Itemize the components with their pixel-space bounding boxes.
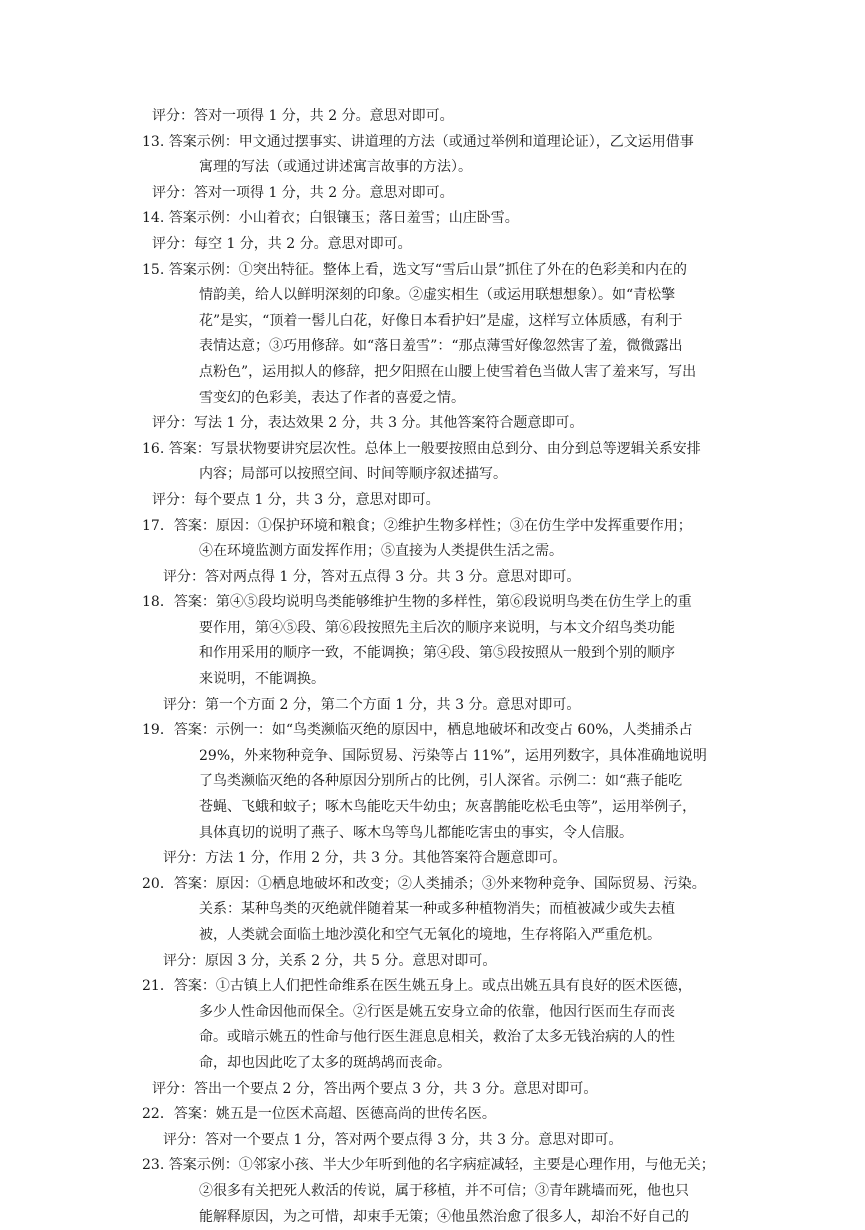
text-line: 内容；局部可以按照空间、时间等顺序叙述描写。	[199, 466, 507, 483]
text-line: 14. 答案示例：小山着衣；白银镶玉；落日羞雪；山庄卧雪。	[142, 210, 519, 227]
text-line: 雪变幻的色彩美，表达了作者的喜爱之情。	[199, 389, 465, 406]
text-line: ④在环境监测方面发挥作用；⑤直接为人类提供生活之需。	[199, 543, 563, 560]
text-line: 寓理的写法（或通过讲述寓言故事的方法）。	[199, 159, 472, 176]
text-line: 要作用，第④⑤段、第⑥段按照先主后次的顺序来说明，与本文介绍鸟类功能	[199, 619, 675, 636]
text-line: 评分：写法 1 分，表达效果 2 分，共 3 分。其他答案符合题意即可。	[152, 415, 584, 432]
text-line: ②很多有关把死人救活的传说，属于移植，并不可信；③青年跳墙而死，他也只	[199, 1182, 689, 1199]
text-line: 29%，外来物种竞争、国际贸易、污染等占 11%”，运用列数字，具体准确地说明	[199, 747, 707, 764]
text-line: 花”是实，“顶着一髻儿白花，好像日本看护妇”是虚，这样写立体质感，有利于	[199, 312, 683, 329]
text-line: 被，人类就会面临土地沙漠化和空气无氧化的境地，生存将陷入严重危机。	[199, 927, 661, 943]
text-line: 评分：第一个方面 2 分，第二个方面 1 分，共 3 分。意思对即可。	[163, 696, 581, 713]
text-line: 情韵美，给人以鲜明深刻的印象。②虚实相生（或运用联想想象）。如“青松擎	[199, 287, 676, 304]
text-line: 21．答案：①古镇上人们把性命维系在医生姚五身上。或点出姚五具有良好的医术医德，	[142, 978, 692, 995]
text-line: 13. 答案示例：甲文通过摆事实、讲道理的方法（或通过举例和道理论证），乙文运用借事	[142, 133, 694, 150]
text-line: 评分：答对一个要点 1 分，答对两个要点得 3 分，共 3 分。意思对即可。	[163, 1131, 623, 1148]
text-line: 评分：答对一项得 1 分，共 2 分。意思对即可。	[152, 108, 454, 124]
text-line: 命。或暗示姚五的性命与他行医生涯息息相关，救治了太多无钱治病的人的性	[199, 1029, 675, 1046]
text-line: 评分：原因 3 分，关系 2 分，共 5 分。意思对即可。	[163, 952, 497, 969]
answer-key-text	[0, 104, 865, 1230]
text-line: 15. 答案示例：①突出特征。整体上看，选文写“雪后山景”抓住了外在的色彩美和内在的	[142, 261, 688, 278]
text-line: 16. 答案：写景状物要讲究层次性。总体上一般要按照由总到分、由分到总等逻辑关系安排	[142, 440, 701, 457]
text-line: 评分：每个要点 1 分，共 3 分，意思对即可。	[152, 491, 440, 508]
text-line: 评分：每空 1 分，共 2 分。意思对即可。	[152, 235, 412, 252]
text-line: 和作用采用的顺序一致，不能调换；第④段、第⑤段按照从一般到个别的顺序	[199, 645, 675, 662]
text-line: 命，却也因此吃了太多的斑鸪鸪而丧命。	[199, 1054, 451, 1071]
text-line: 关系：某种鸟类的灭绝就伴随着某一种或多种植物消失；而植被减少或失去植	[199, 901, 675, 918]
text-line: 评分：答出一个要点 2 分，答出两个要点 3 分，共 3 分。意思对即可。	[152, 1080, 598, 1097]
text-line: 能解释原因，为之可惜，却束手无策；④他虽然治愈了很多人，却治不好自己的	[199, 1208, 689, 1225]
text-line: 多少人性命因他而保全。②行医是姚五安身立命的依靠，他因行医而生存而丧	[199, 1003, 675, 1020]
text-line: 表情达意；③巧用修辞。如“落日羞雪”：“那点薄雪好像忽然害了羞，微微露出	[199, 338, 683, 355]
text-line: 22．答案：姚五是一位医术高超、医德高尚的世传名医。	[142, 1106, 496, 1123]
text-line: 18．答案：第④⑤段均说明鸟类能够维护生物的多样性，第⑥段说明鸟类在仿生学上的重	[142, 594, 692, 611]
text-line: 评分：答对两点得 1 分，答对五点得 3 分。共 3 分。意思对即可。	[163, 568, 581, 585]
text-line: 点粉色”，运用拟人的修辞，把夕阳照在山腰上使雪着色当做人害了羞来写，写出	[199, 363, 697, 380]
text-line: 20．答案：原因：①栖息地破坏和改变；②人类捕杀；③外来物种竞争、国际贸易、污染。	[142, 875, 706, 892]
text-line: 具体真切的说明了燕子、啄木鸟等鸟儿都能吃害虫的事实，令人信服。	[199, 824, 633, 841]
text-line: 17．答案：原因：①保护环境和粮食；②维护生物多样性；③在仿生学中发挥重要作用；	[142, 517, 692, 534]
text-line: 评分：答对一项得 1 分，共 2 分。意思对即可。	[152, 184, 454, 201]
text-line: 23. 答案示例：①邻家小孩、半大少年听到他的名字病症减轻，主要是心理作用，与他无关；	[142, 1157, 715, 1174]
text-line: 来说明，不能调换。	[199, 671, 325, 688]
text-line: 19．答案：示例一：如“鸟类濒临灭绝的原因中，栖息地破坏和改变占 60%，人类捕杀占	[142, 722, 693, 739]
text-line: 评分：方法 1 分，作用 2 分，共 3 分。其他答案符合题意即可。	[163, 850, 567, 867]
text-line: 了鸟类濒临灭绝的各种原因分别所占的比例，引人深省。示例二：如“燕子能吃	[199, 773, 683, 790]
text-line: 苍蝇、飞蛾和蚊子；啄木鸟能吃天牛幼虫；灰喜鹊能吃松毛虫等”，运用举例子，	[199, 799, 697, 816]
